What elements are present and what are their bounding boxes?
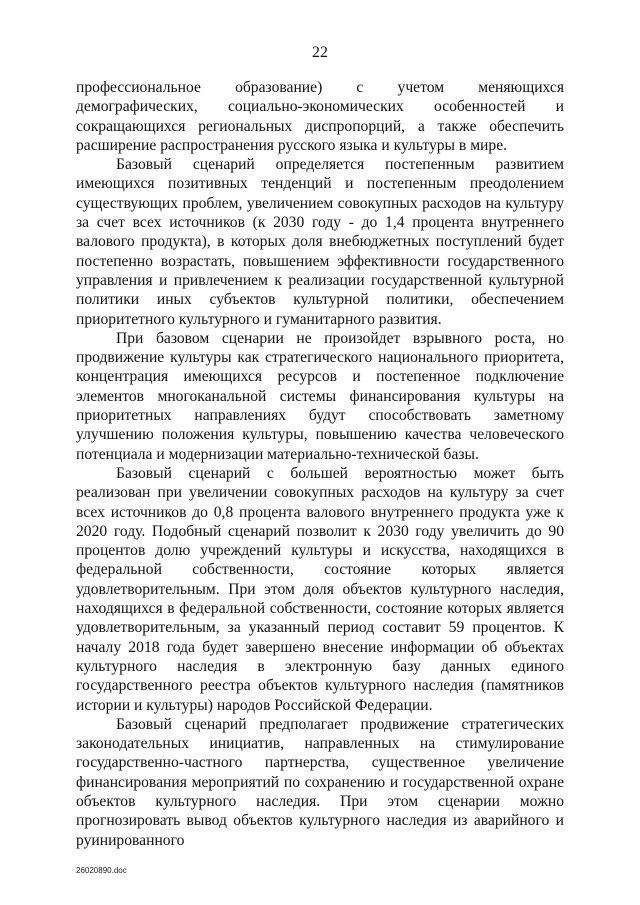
- paragraph-continuation: профессиональное образование) с учетом меняющихся демографических, социально-экономических особенностей и сокращающихся региональных диспропорций, а также обеспечить расширение распространения русского языка и культуры в мире.: [76, 79, 564, 154]
- footer-filename: 26020890.doc: [76, 866, 127, 875]
- paragraph-basic-scenario-expenditure: Базовый сценарий с большей вероятностью может быть реализован при увеличении совокупных расходов на культуру за счет всех источников до 0,8 процента валового внутреннего продукта уже к 2020 году. Подобный сценарий позволит к 2030 году увеличить до 90 процентов долю учреждений культуры и искусства, находящихся в федеральной собственности, состояние которых является удовлетворительным. При этом доля объектов культурного наследия, находящихся в федеральной собственности, состояние которых является удовлетворительным, за указанный период составит 59 процентов. К началу 2018 года будет завершено внесение информации об объектах культурного наследия в электронную базу данных единого государственного реестра объектов культурного наследия (памятников истории и культуры) народов Российской Федерации.: [76, 464, 564, 714]
- page-number: 22: [312, 44, 328, 61]
- paragraph-basic-scenario-growth: При базовом сценарии не произойдет взрывного роста, но продвижение культуры как стратегического национального приоритета, концентрация имеющихся ресурсов и постепенное подключение элементов многоканальной системы финансирования культуры на приоритетных направлениях будут способствовать заметному улучшению положения культуры, повышению качества человеческого потенциала и модернизации материально-технической базы.: [76, 329, 564, 463]
- paragraph-basic-scenario-legislation: Базовый сценарий предполагает продвижение стратегических законодательных инициатив, направленных на стимулирование государственно-частного партнерства, существенное увеличение финансирования мероприятий по сохранению и государственной охране объектов культурного наследия. При этом сценарии можно прогнозировать вывод объектов культурного наследия из аварийного и руинированного: [76, 715, 564, 849]
- document-body: [76, 78, 564, 850]
- paragraph-basic-scenario-definition: Базовый сценарий определяется постепенным развитием имеющихся позитивных тенденций и постепенным преодолением существующих проблем, увеличением совокупных расходов на культуру за счет всех источников (к 2030 году - до 1,4 процента внутреннего валового продукта), в которых доля внебюджетных поступлений будет постепенно возрастать, повышением эффективности государственного управления и привлечением к реализации государственной культурной политики иных субъектов культурной политики, обеспечением приоритетного культурного и гуманитарного развития.: [76, 156, 564, 328]
